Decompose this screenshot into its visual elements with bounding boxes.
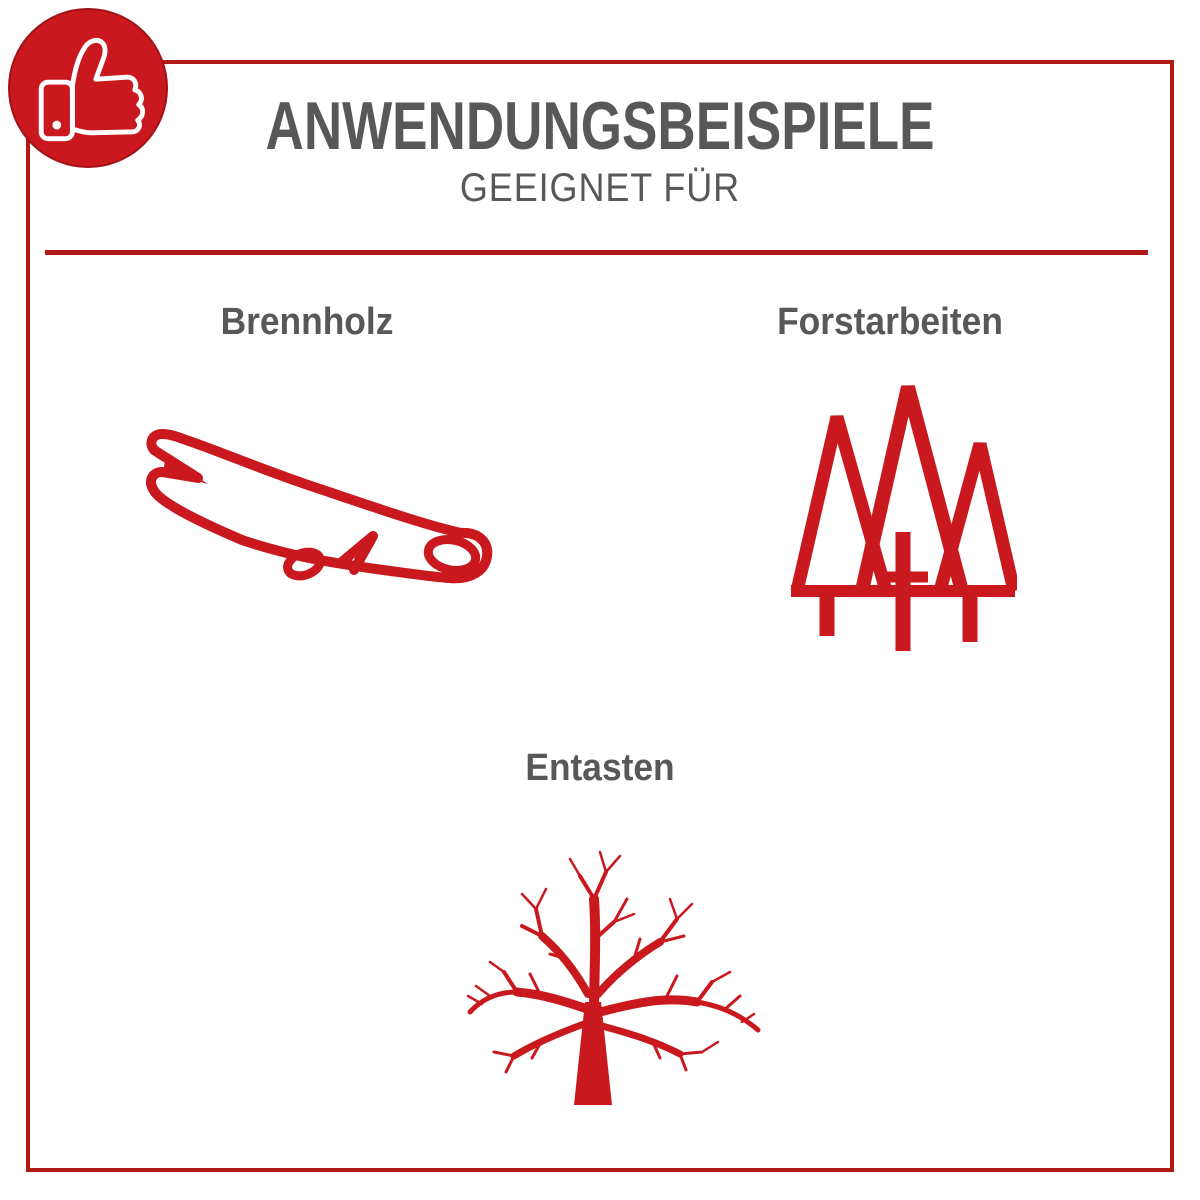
example-label-forstarbeiten: Forstarbeiten	[777, 301, 1003, 343]
header-divider-line	[45, 250, 1148, 255]
thumbs-up-icon	[10, 10, 166, 166]
page-subtitle: GEEIGNET FÜR	[459, 166, 741, 210]
bare-tree-icon	[462, 844, 762, 1106]
thumbs-up-badge	[8, 8, 168, 168]
example-label-brennholz: Brennholz	[220, 301, 394, 343]
page-title: ANWENDUNGSBEISPIELE	[265, 88, 935, 164]
log-branch-icon	[146, 428, 500, 590]
example-label-entasten: Entasten	[525, 747, 675, 789]
pine-trees-icon	[789, 384, 1017, 654]
